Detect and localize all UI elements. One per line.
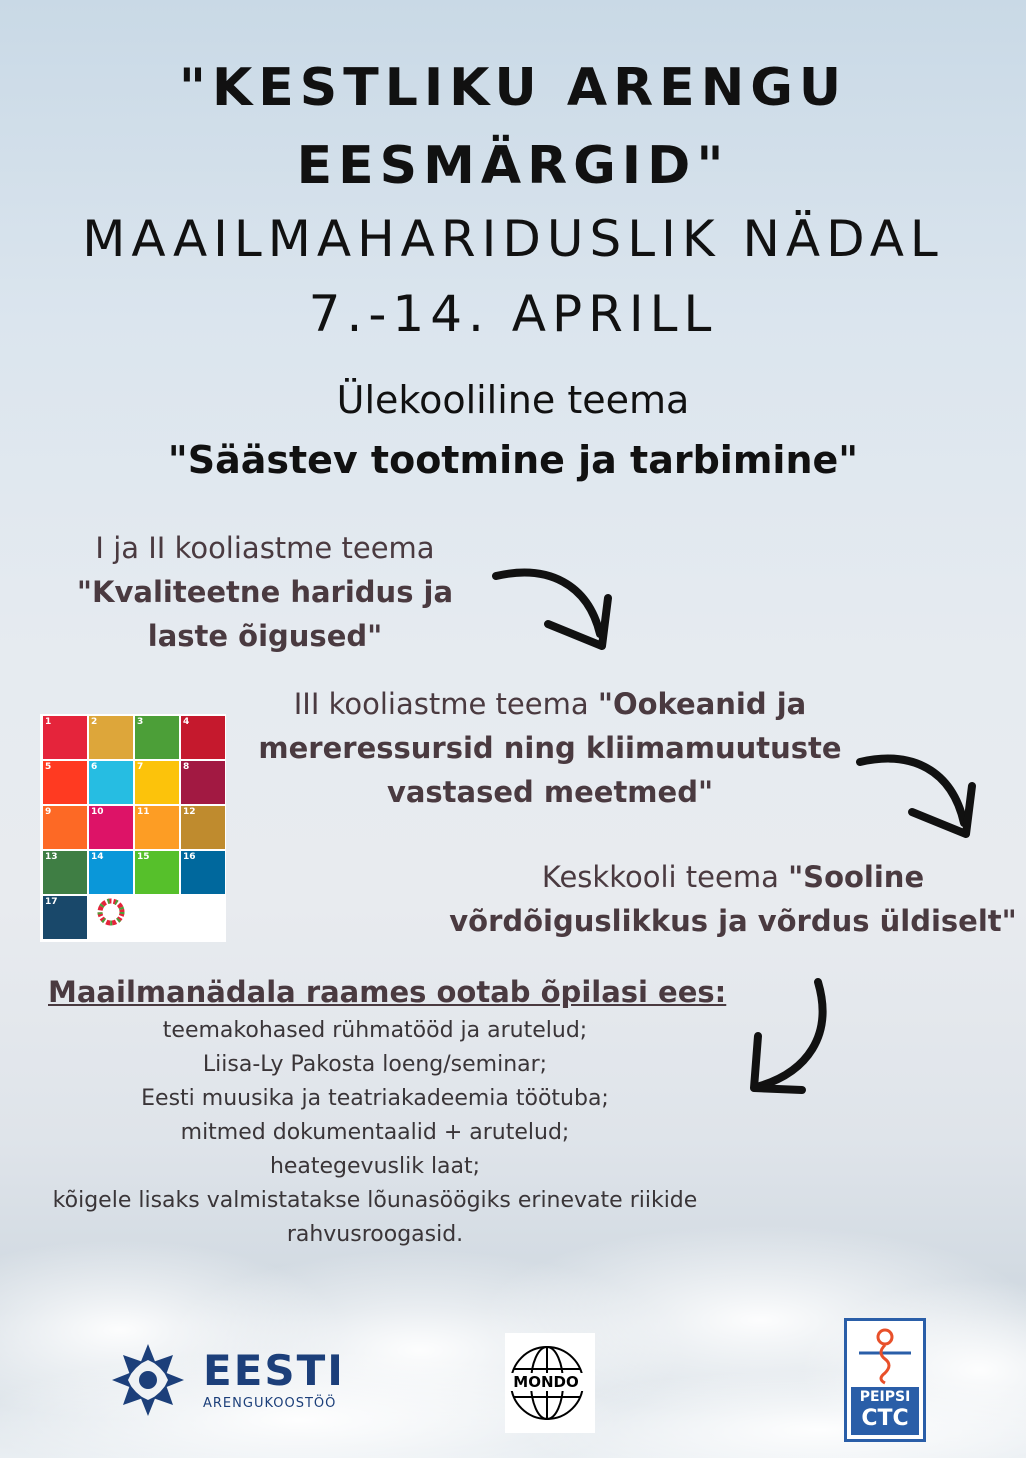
stage-3-theme [240, 682, 860, 814]
title-line-1: "KESTLIKU ARENGU [178, 58, 848, 118]
sdg-tile [135, 851, 179, 894]
curved-arrow-icon [852, 748, 982, 843]
sdg-tile-number: 9 [45, 807, 52, 817]
stage-3-name: "Ookeanid ja mereressursid ning kliimamuutuste vastased meetmed" [258, 687, 842, 809]
sdg-tile [135, 761, 179, 804]
eesti-logo-text: EESTI [203, 1346, 345, 1395]
sdg-tile-number: 11 [137, 807, 150, 817]
sdg-tile [43, 806, 87, 849]
high-school-label: Keskkooli teema [541, 860, 789, 894]
sdg-tile-number: 5 [45, 762, 52, 772]
star-icon [108, 1340, 188, 1420]
school-theme-name: "Säästev tootmine ja tarbimine" [167, 438, 859, 482]
list-item: teemakohased rühmatööd ja arutelud; [162, 1018, 588, 1043]
sdg-tile-number: 12 [183, 807, 196, 817]
curved-arrow-icon [746, 976, 836, 1098]
stage-1-2-label: I ja II kooliastme teema [95, 531, 435, 565]
activities-list [40, 1014, 710, 1252]
sdg-goals-poster [40, 714, 226, 942]
ctc-logo-text: CTC [861, 1406, 909, 1431]
eesti-logo-subtext: ARENGUKOOSTÖÖ [203, 1396, 337, 1411]
sdg-tile [181, 806, 225, 849]
sdg-tile-number: 10 [91, 807, 104, 817]
sdg-tile-number: 4 [183, 717, 190, 727]
stage-3-label: III kooliastme teema [293, 687, 598, 721]
sdg-tile [43, 851, 87, 894]
sdg-tile [135, 716, 179, 759]
list-item: heategevuslik laat; [269, 1154, 481, 1179]
list-item: mitmed dokumentaalid + arutelud; [180, 1120, 570, 1145]
sdg-tile-number: 2 [91, 717, 98, 727]
sdg-tile [181, 761, 225, 804]
list-item: rahvusroogasid. [286, 1222, 464, 1247]
sdg-tile-number: 16 [183, 852, 196, 862]
peipsi-logo-box [851, 1387, 919, 1435]
school-theme-label: Ülekooliline teema [336, 378, 690, 422]
mondo-logo-text: MONDO [507, 1373, 585, 1391]
sdg-tile [135, 806, 179, 849]
list-item: Eesti muusika ja teatriakadeemia töötuba; [141, 1086, 609, 1111]
sdg-tile-number: 13 [45, 852, 58, 862]
sdg-tile-number: 1 [45, 717, 52, 727]
sdg-tile-number: 7 [137, 762, 144, 772]
sdg-tile [89, 806, 133, 849]
sdg-tile [181, 851, 225, 894]
curved-arrow-icon [488, 564, 618, 654]
sdg-wheel-icon [89, 896, 133, 939]
title-line-2: EESMÄRGID" [296, 136, 730, 196]
title-line-3: MAAILMAHARIDUSLIK NÄDAL [82, 210, 944, 268]
peipsi-emblem-icon [847, 1323, 923, 1385]
high-school-name: "Sooline võrdõiguslikkus ja võrdus üldiselt" [449, 860, 1017, 938]
mondo-maailmakool-logo [505, 1333, 595, 1433]
sdg-tile [181, 716, 225, 759]
activities-heading: Maailmanädala raames ootab õpilasi ees: [48, 975, 727, 1009]
list-item: kõigele lisaks valmistatakse lõunasöögiks erinevate riikide [52, 1188, 698, 1213]
sdg-tile [43, 896, 87, 939]
peipsi-ctc-logo [844, 1318, 926, 1442]
stage-1-2-name: "Kvaliteetne haridus ja laste õigused" [76, 575, 454, 653]
title-dates: 7.-14. APRILL [308, 285, 718, 343]
list-item: Liisa-Ly Pakosta loeng/seminar; [202, 1052, 548, 1077]
sdg-tile [89, 851, 133, 894]
sdg-tile-number: 6 [91, 762, 98, 772]
eesti-arengukoostoo-logo [108, 1340, 358, 1420]
peipsi-logo-text: PEIPSI [859, 1389, 911, 1405]
sdg-tile-number: 8 [183, 762, 190, 772]
sdg-tile-number: 14 [91, 852, 104, 862]
sdg-tile [89, 761, 133, 804]
sdg-tile-number: 15 [137, 852, 150, 862]
sdg-tile [89, 716, 133, 759]
sdg-tile [43, 716, 87, 759]
sdg-tile [43, 761, 87, 804]
stage-1-2-theme [60, 526, 470, 658]
sdg-tile-number: 3 [137, 717, 144, 727]
sdg-tile-number: 17 [45, 897, 58, 907]
high-school-theme [440, 855, 1026, 943]
